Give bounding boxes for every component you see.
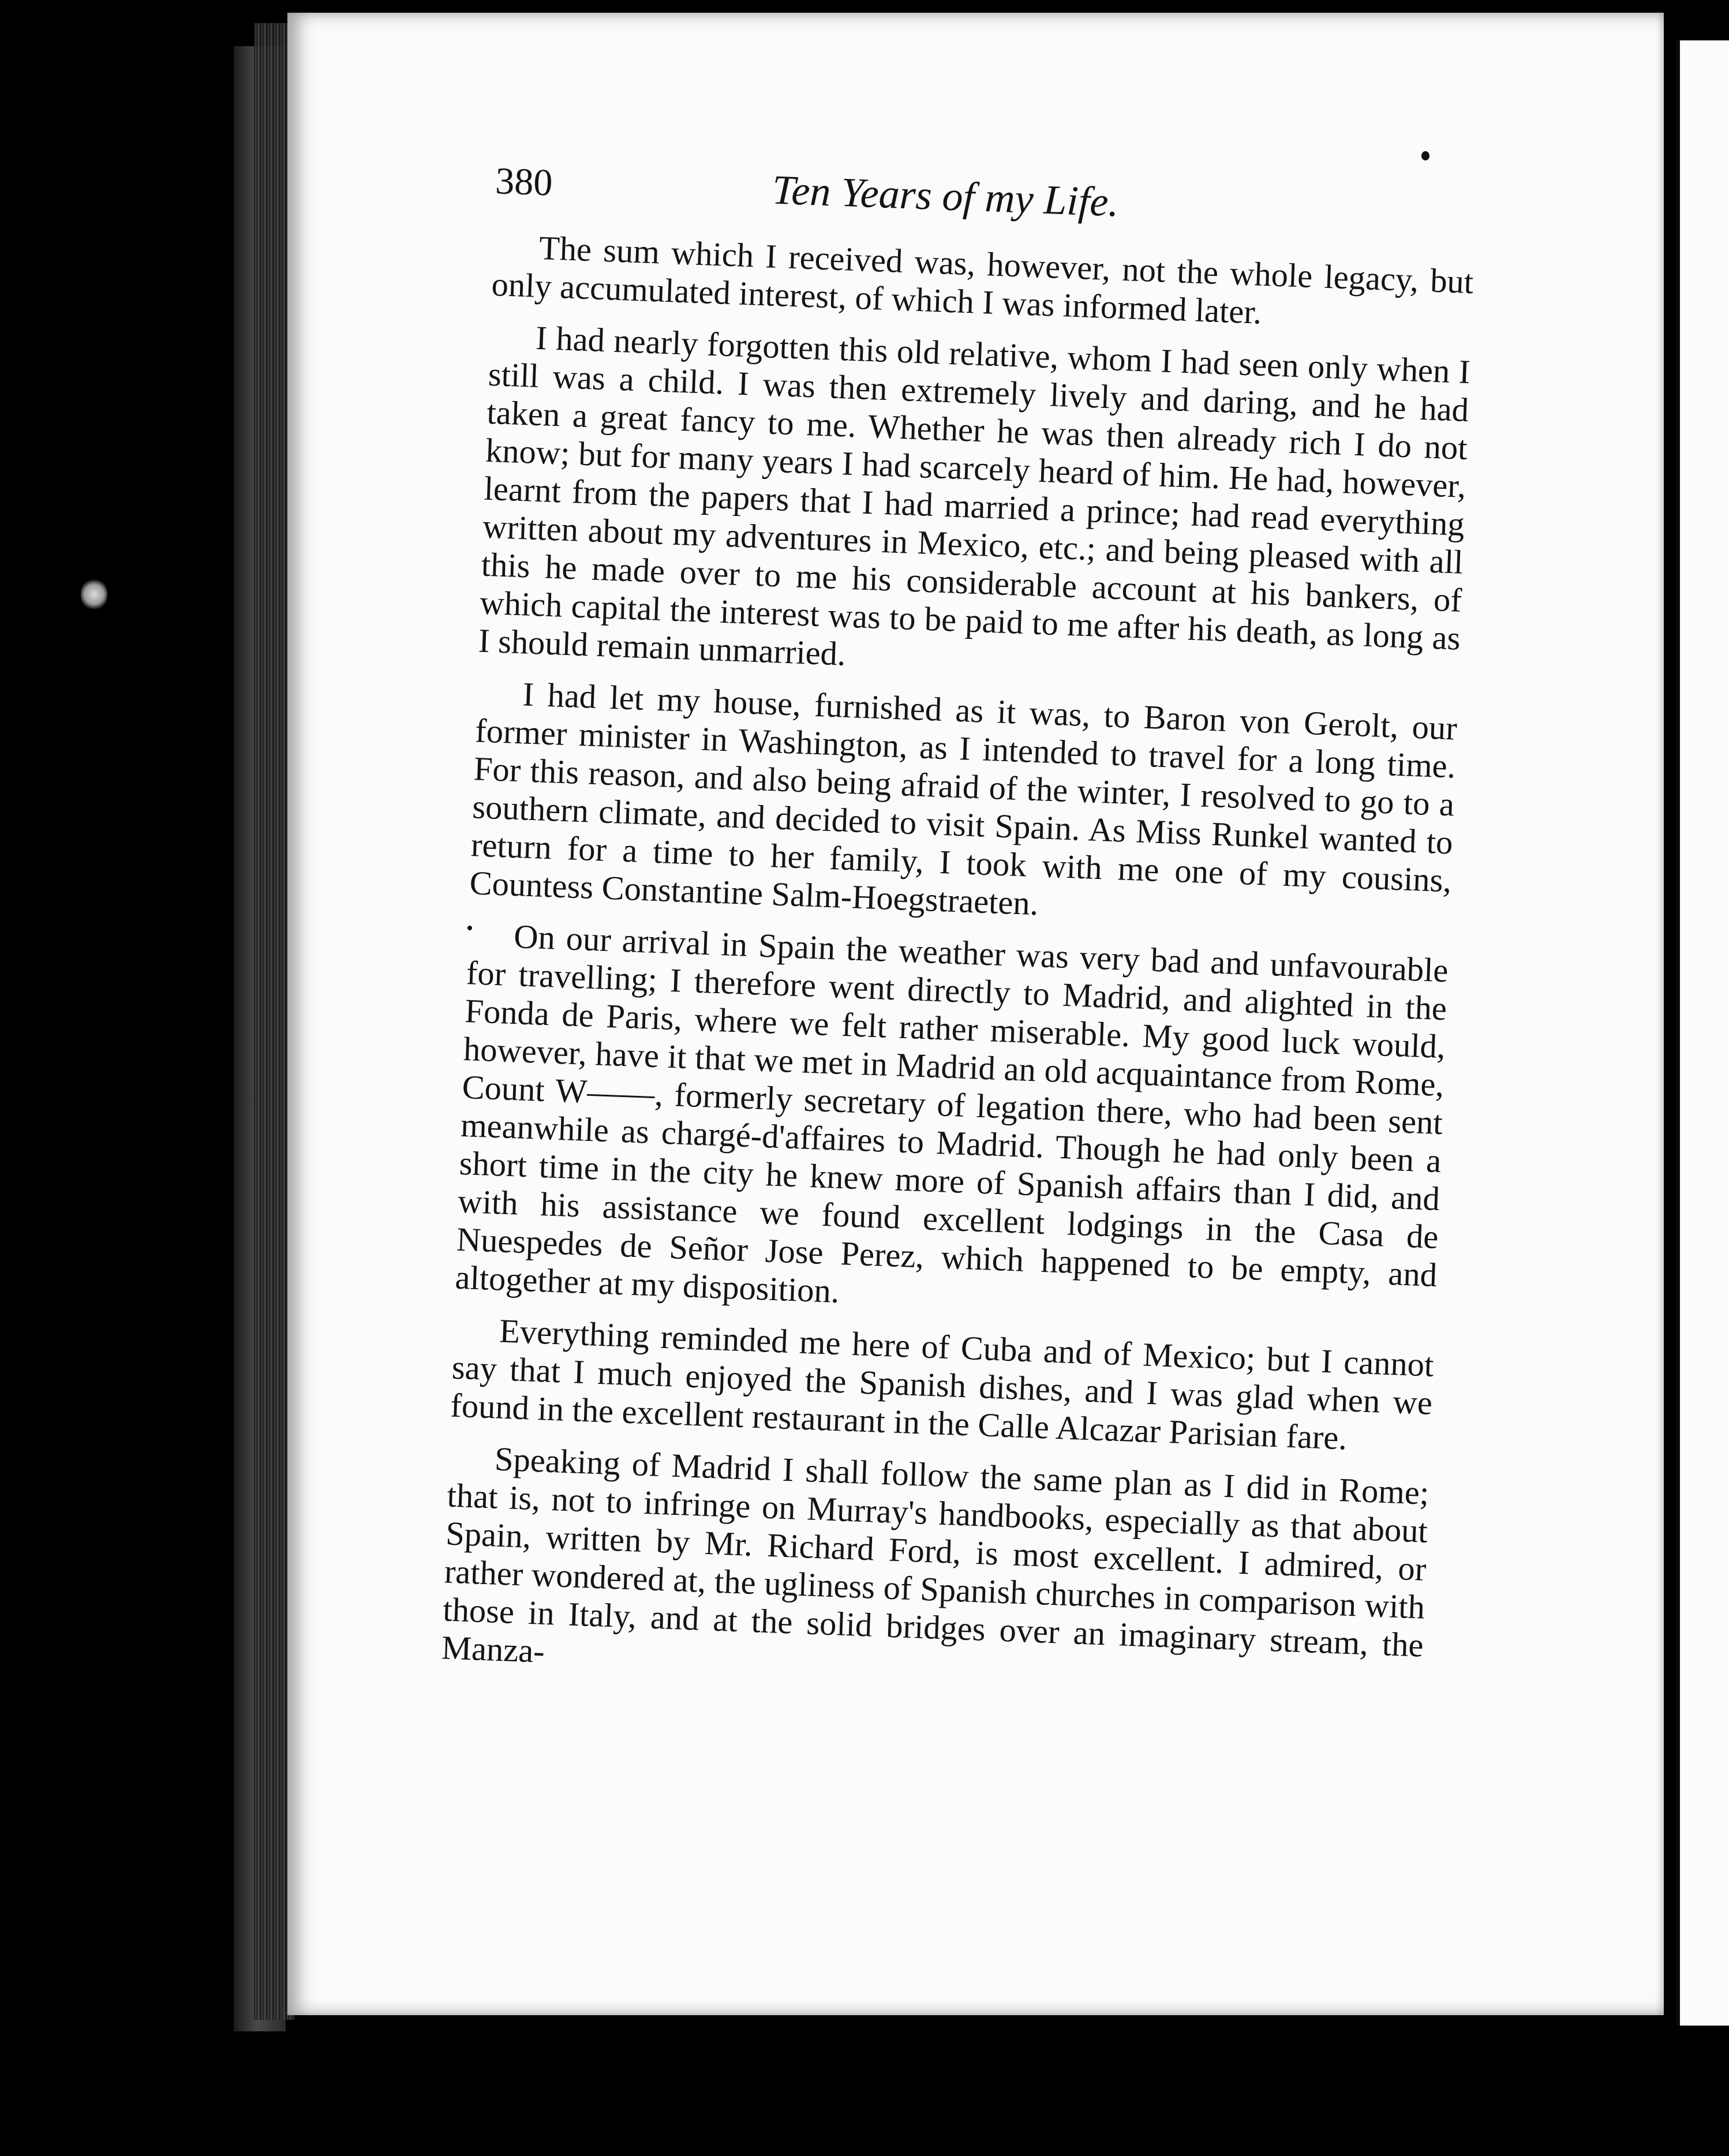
scan-speck [81, 577, 107, 612]
paragraph: I had let my house, furnished as it was, to Baron von Gerolt, our former minister in Washington, as I intended to travel for a long time. For this reason, and also being afraid of the winter, I resolved to go to a southern climate, and decided to visit Spain. As Miss Runkel wanted to return for a time to her family, I took with me one of my cousins, Countess Constantine Salm-Hoegstraeten. [469, 675, 1458, 923]
paragraph: On our arrival in Spain the weather was very bad and unfavourable for travelling; I therefore went directly to Madrid, and alighted in the Fonda de Paris, where we felt rather miserable. My good luck would, however, have it that we met in Madrid an old acquaintance from Rome, Count W——, formerly secretary of legation there, who had been sent meanwhile as chargé-d'affaires to Madrid. Though he had only been a short time in the city he knew more of Spanish affairs than I did, and with his assistance we found excellent lodgings in the Casa de Nuespedes de Señor Jose Perez, which happened to be empty, and altogether at my disposition. [454, 918, 1449, 1311]
running-title: Ten Years of my Life. [771, 166, 1120, 226]
page-number: 380 [495, 159, 553, 204]
paragraph: Everything reminded me here of Cuba and of Mexico; but I cannot say that I much enjoyed the Spanish dishes, and I was glad when we found in the excellent restaurant in the Calle Alcazar Parisian fare. [450, 1312, 1435, 1457]
paragraph: Speaking of Madrid I shall follow the same plan as I did in Rome; that is, not to infringe on Murray's handbooks, especially as that about Spain, written by Mr. Richard Ford, is most excellent. I admired, or rather wondered at, the ugliness of Spanish churches in comparison with those in Italy, and at the solid bridges over an imaginary stream, the Manza- [441, 1440, 1430, 1670]
ink-dot [1421, 151, 1429, 160]
page-text [441, 156, 1477, 1703]
paragraph: I had nearly forgotten this old relative, whom I had seen only when I still was a child. I was then extremely lively and daring, and he had taken a great fancy to me. Whether he was then already rich I do not know; but for many years I had scarcely heard of him. He had, however, learnt from the papers that I had married a prince; had read everything written about my adventures in Mexico, etc.; and being pleased with all this he made over to me his considerable account at his bankers, of which capital the interest was to be paid to me after his death, as long as I should remain unmarried. [478, 319, 1471, 673]
paragraph: The sum which I received was, however, not the whole legacy, but only accumulated interest, of which I was informed later. [491, 229, 1474, 331]
facing-page-edge [1676, 40, 1729, 2026]
